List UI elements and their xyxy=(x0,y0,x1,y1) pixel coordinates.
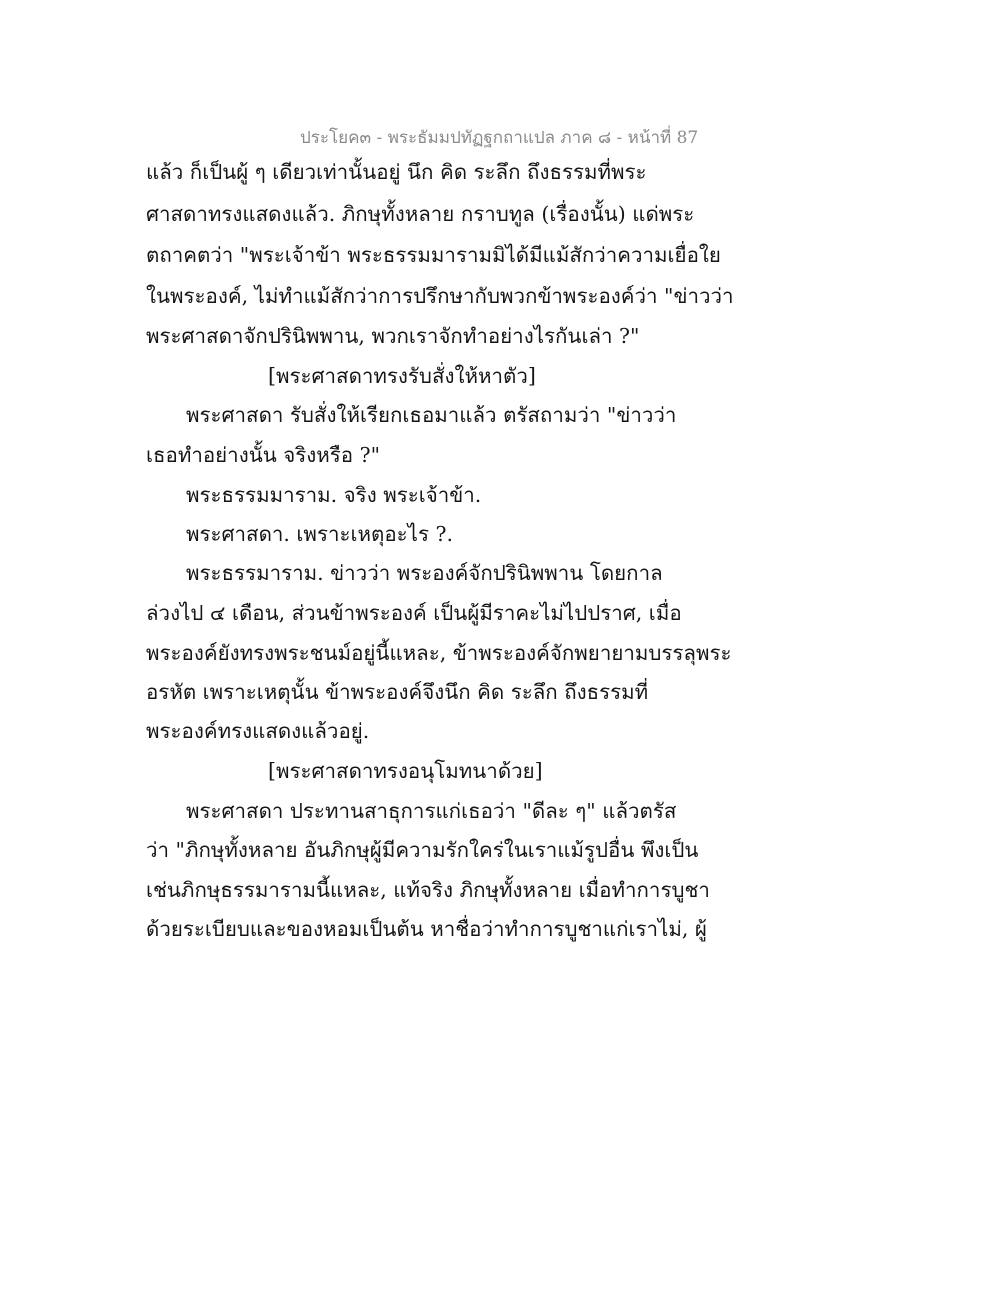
section-heading: [พระศาสดาทรงอนุโมทนาด้วย] xyxy=(268,759,543,783)
text-line: ตถาคตว่า "พระเจ้าข้า พระธรรมมารามมิได้มีแม้สักว่าความเยื่อใย xyxy=(146,243,721,267)
text-line: อรหัต เพราะเหตุนั้น ข้าพระองค์จึงนึก คิด ระลึก ถึงธรรมที่ xyxy=(146,680,649,704)
text-line: ว่า "ภิกษุทั้งหลาย อันภิกษุผู้มีความรักใคร่ในเราแม้รูปอื่น พึงเป็น xyxy=(146,838,699,862)
text-line: พระศาสดา ประทานสาธุการแก่เธอว่า "ดีละ ๆ" แล้วตรัส xyxy=(186,799,677,823)
text-line: เธอทำอย่างนั้น จริงหรือ ?" xyxy=(146,443,381,467)
text-line: ในพระองค์, ไม่ทำแม้สักว่าการปรึกษากับพวกข้าพระองค์ว่า "ข่าวว่า xyxy=(146,284,734,308)
text-line: เช่นภิกษุธรรมารามนี้แหละ, แท้จริง ภิกษุทั้งหลาย เมื่อทำการบูชา xyxy=(146,878,710,902)
dialogue-line: พระธรรมาราม. ข่าวว่า พระองค์จักปรินิพพาน โดยกาล xyxy=(186,561,663,585)
text-line: แล้ว ก็เป็นผู้ ๆ เดียวเท่านั้นอยู่ นึก คิด ระลึก ถึงธรรมที่พระ xyxy=(146,160,647,184)
text-line: พระองค์ทรงแสดงแล้วอยู่. xyxy=(146,719,370,743)
text-line: ด้วยระเบียบและของหอมเป็นต้น หาชื่อว่าทำการบูชาแก่เราไม่, ผู้ xyxy=(146,917,707,941)
text-line: ศาสดาทรงแสดงแล้ว. ภิกษุทั้งหลาย กราบทูล (เรื่องนั้น) แด่พระ xyxy=(146,202,695,226)
text-line: พระศาสดาจักปรินิพพาน, พวกเราจักทำอย่างไรกันเล่า ?" xyxy=(146,324,640,348)
dialogue-line: พระธรรมมาราม. จริง พระเจ้าข้า. xyxy=(186,483,482,507)
text-line: พระองค์ยังทรงพระชนม์อยู่นี้แหละ, ข้าพระองค์จักพยายามบรรลุพระ xyxy=(146,641,732,665)
dialogue-line: พระศาสดา. เพราะเหตุอะไร ?. xyxy=(186,522,453,546)
text-line: พระศาสดา รับสั่งให้เรียกเธอมาแล้ว ตรัสถามว่า "ข่าวว่า xyxy=(186,403,677,427)
page-header: ประโยค๓ - พระธัมมปทัฏฐกถาแปล ภาค ๘ - หน้าที่ 87 xyxy=(300,128,699,148)
text-line: ล่วงไป ๔ เดือน, ส่วนข้าพระองค์ เป็นผู้มีราคะไม่ไปปราศ, เมื่อ xyxy=(146,601,682,625)
section-heading: [พระศาสดาทรงรับสั่งให้หาตัว] xyxy=(268,364,536,388)
